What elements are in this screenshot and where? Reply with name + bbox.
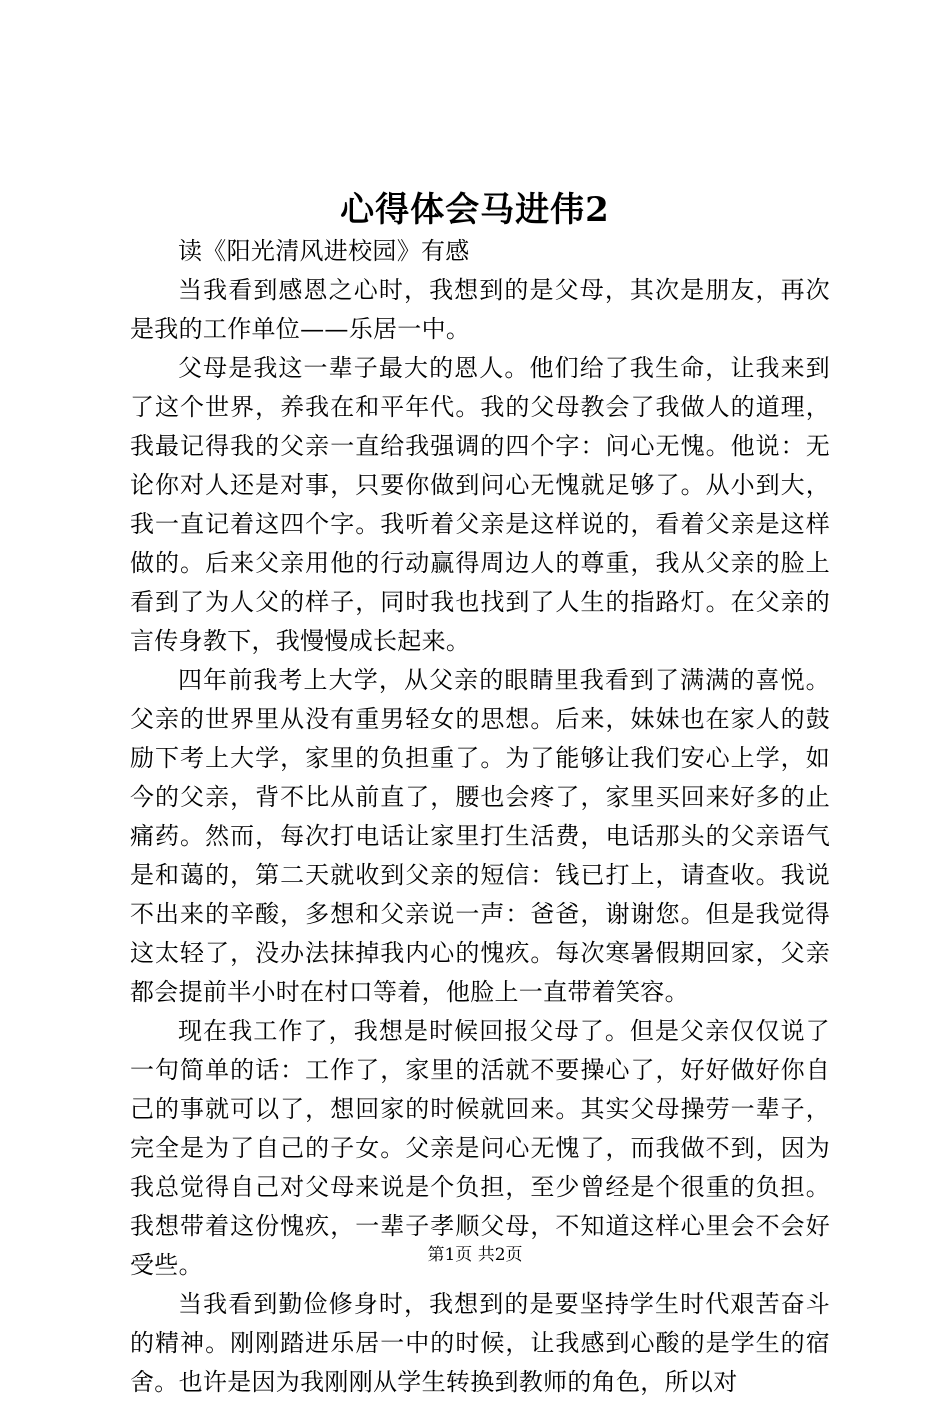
paragraph: 父母是我这一辈子最大的恩人。他们给了我生命，让我来到了这个世界，养我在和平年代。我的父母教会了我做人的道理，我最记得我的父亲一直给我强调的四个字：问心无愧。他说：无论你对人还是对事，只要你做到问心无愧就足够了。从小到大，我一直记着这四个字。我听着父亲是这样说的，看着父亲是这样做的。后来父亲用他的行动赢得周边人的尊重，我从父亲的脸上看到了为人父的样子，同时我也找到了人生的指路灯。在父亲的言传身教下，我慢慢成长起来。 (130, 354, 830, 655)
paragraph: 当我看到感恩之心时，我想到的是父母，其次是朋友，再次是我的工作单位——乐居一中。 (130, 276, 830, 343)
paragraph: 四年前我考上大学，从父亲的眼睛里我看到了满满的喜悦。父亲的世界里从没有重男轻女的思想。后来，妹妹也在家人的鼓励下考上大学，家里的负担重了。为了能够让我们安心上学，如今的父亲，背不比从前直了，腰也会疼了，家里买回来好多的止痛药。然而，每次打电话让家里打生活费，电话那头的父亲语气是和蔼的，第二天就收到父亲的短信：钱已打上，请查收。我说不出来的辛酸，多想和父亲说一声：爸爸，谢谢您。但是我觉得这太轻了，没办法抹掉我内心的愧疚。每次寒暑假期回家，父亲都会提前半小时在村口等着，他脸上一直带着笑容。 (130, 666, 830, 1006)
page-footer: 第1页 共2页 (427, 1245, 523, 1265)
paragraph-subtitle: 读《阳光清风进校园》有感 (178, 237, 470, 265)
paragraph: 当我看到勤俭修身时，我想到的是要坚持学生时代艰苦奋斗的精神。刚刚踏进乐居一中的时候，让我感到心酸的是学生的宿舍。也许是因为我刚刚从学生转换到教师的角色，所以对 (130, 1290, 830, 1396)
document-title: 心得体会马进伟2 (340, 190, 610, 230)
paragraph: 现在我工作了，我想是时候回报父母了。但是父亲仅仅说了一句简单的话：工作了，家里的活就不要操心了，好好做好你自己的事就可以了，想回家的时候就回来。其实父母操劳一辈子，完全是为了自己的子女。父亲是问心无愧了，而我做不到，因为我总觉得自己对父母来说是个负担，至少曾经是个很重的负担。我想带着这份愧疚，一辈子孝顺父母，不知道这样心里会不会好受些。 (130, 1017, 830, 1279)
document-body (130, 232, 830, 1402)
